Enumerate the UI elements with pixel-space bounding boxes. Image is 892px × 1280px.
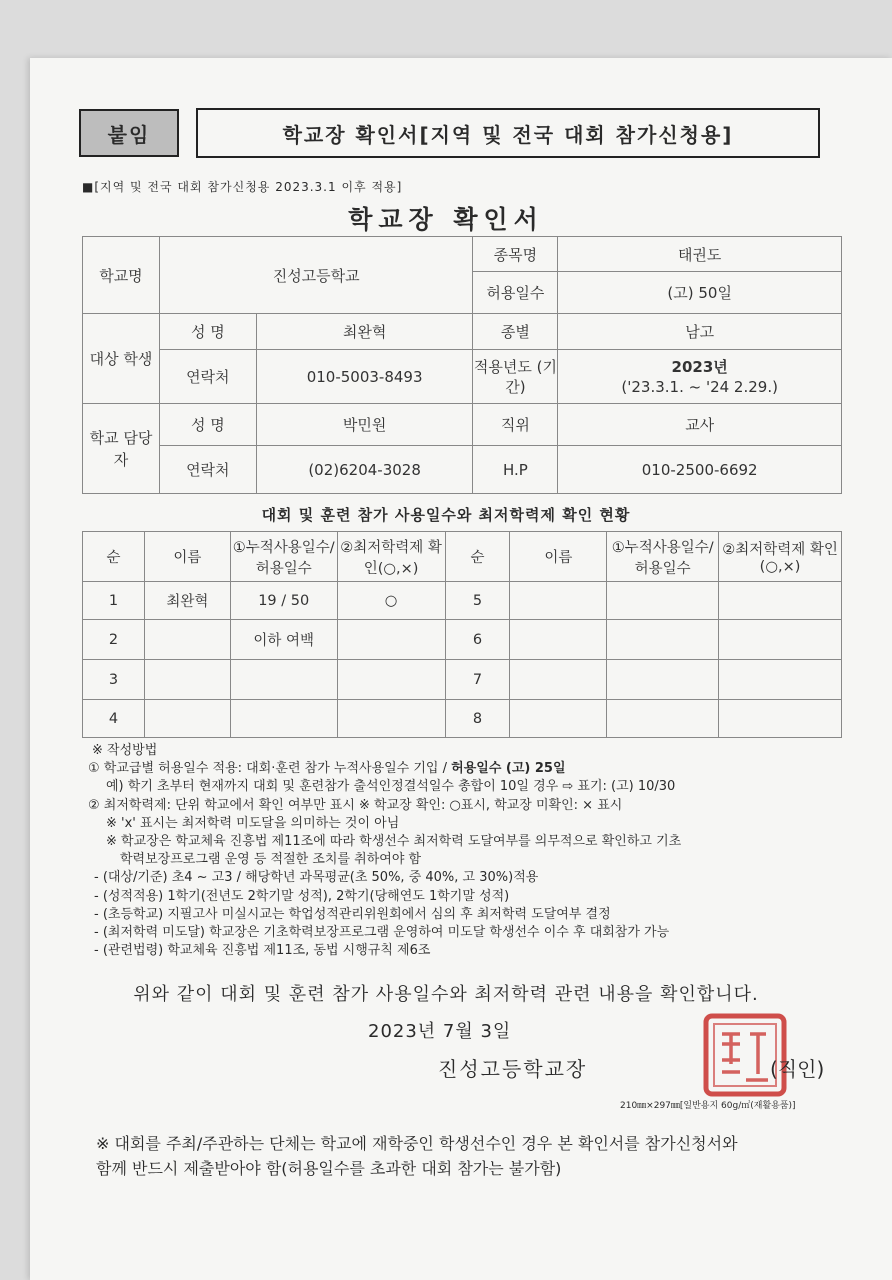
row-acad-2 [719,620,842,660]
row-acad [337,700,445,738]
header-name-2: 이름 [510,532,607,582]
row-no-2: 7 [445,660,510,700]
header-acad: ②최저학력제 확인(○,×) [337,532,445,582]
row-no: 2 [83,620,145,660]
note-line: ※ 'x' 표시는 최저학력 미도달을 의미하는 것이 아님 [106,815,400,831]
row-name [144,620,230,660]
row-acad [337,620,445,660]
school-label: 학교명 [83,237,160,314]
page-title: 학교장 확인서 [348,205,544,234]
manager-contact-label: 연락처 [159,446,256,494]
row-name-2 [510,700,607,738]
row-acad [337,660,445,700]
note-line: 예) 학기 초부터 현재까지 대회 및 훈련참가 출석인정결석일수 총합이 10일 경우 ⇨ 표기: (고) 10/30 [106,779,676,795]
hp-value: 010-2500-6692 [558,446,842,494]
year-cell [558,350,842,404]
days-value: (고) 50일 [558,272,842,314]
note-text: ① 학교급별 허용일수 적용: 대회·훈련 참가 누적사용일수 기입 / [88,761,452,777]
status-table [82,531,842,738]
footer-note [96,1131,738,1181]
table-row [83,700,842,738]
row-no-2: 6 [445,620,510,660]
note-line [88,760,681,778]
header-days-2: ①누적사용일수/허용일수 [607,532,719,582]
school-value: 진성고등학교 [159,237,473,314]
note-emphasis: 허용일수 (고) 25일 [451,761,566,777]
row-no: 3 [83,660,145,700]
footer-line: ※ 대회를 주최/주관하는 단체는 학교에 재학중인 학생선수인 경우 본 확인서를 참가신청서와 [96,1134,738,1153]
manager-label: 학교 담당자 [83,404,160,494]
student-contact: 010-5003-8493 [256,350,473,404]
position-value: 교사 [558,404,842,446]
row-no-2: 8 [445,700,510,738]
note-heading: ※ 작성방법 [92,743,158,758]
note-line: ※ 학교장은 학교체육 진흥법 제11조에 따라 학생선수 최저학력 도달여부를 의무적으로 확인하고 기초 [106,834,682,850]
hp-label: H.P [473,446,558,494]
table-row [83,620,842,660]
student-label: 대상 학생 [83,314,160,404]
sport-label: 종목명 [473,237,558,272]
row-name [144,700,230,738]
row-days-2 [607,620,719,660]
gender-value: 남고 [558,314,842,350]
header-acad-2: ②최저학력제 확인(○,×) [719,532,842,582]
info-table [82,236,842,494]
header-name: 이름 [144,532,230,582]
row-acad-2 [719,700,842,738]
row-days: 이하 여백 [230,620,337,660]
sport-value: 태권도 [558,237,842,272]
row-acad-2 [719,582,842,620]
header-no: 순 [83,532,145,582]
row-days-2 [607,660,719,700]
note-line: - (초등학교) 지필고사 미실시교는 학업성적관리위원회에서 심의 후 최저학력 도달여부 결정 [94,906,611,922]
row-name-2 [510,660,607,700]
table-row [83,582,842,620]
paper-spec: 210㎜×297㎜[일반용지 60g/㎡(재활용품)] [620,1101,796,1111]
manager-name: 박민원 [256,404,473,446]
row-name: 최완혁 [144,582,230,620]
confirmation-statement: 위와 같이 대회 및 훈련 참가 사용일수와 최저학력 관련 내용을 확인합니다. [133,984,759,1005]
year-label: 적용년도 (기간) [473,350,558,404]
row-days [230,660,337,700]
note-line: - (대상/기준) 초4 ~ 고3 / 해당학년 과목평균(초 50%, 중 40%, 고 30%)적용 [94,870,539,886]
row-name-2 [510,620,607,660]
row-name-2 [510,582,607,620]
position-label: 직위 [473,404,558,446]
document-heading: 학교장 확인서[지역 및 전국 대회 참가신청용] [196,108,820,158]
year-period: ('23.3.1. ~ '24 2.29.) [621,377,778,396]
note-line: 학력보장프로그램 운영 등 적절한 조치를 취하여야 함 [120,852,422,868]
header-days: ①누적사용일수/허용일수 [230,532,337,582]
note-line: ② 최저학력제: 단위 학교에서 확인 여부만 표시 ※ 학교장 확인: ○표시, 학교장 미확인: × 표시 [88,797,623,813]
row-no-2: 5 [445,582,510,620]
note-line: - (최저학력 미도달) 학교장은 기초학력보장프로그램 운영하여 미도달 학생선수 이수 후 대회참가 가능 [94,925,670,941]
student-name-label: 성 명 [159,314,256,350]
table-row [83,660,842,700]
attachment-tag: 붙임 [79,109,179,157]
row-no: 4 [83,700,145,738]
application-note: ■[지역 및 전국 대회 참가신청용 2023.3.1 이후 적용] [82,180,403,194]
status-section-title: 대회 및 훈련 참가 사용일수와 최저학력제 확인 현황 [261,506,631,524]
row-days-2 [607,582,719,620]
manager-contact: (02)6204-3028 [256,446,473,494]
issue-date: 2023년 7월 3일 [368,1021,512,1042]
footer-line: 함께 반드시 제출받아야 함(허용일수를 초과한 대회 참가는 불가함) [96,1159,562,1178]
row-days-2 [607,700,719,738]
manager-name-label: 성 명 [159,404,256,446]
student-contact-label: 연락처 [159,350,256,404]
row-acad: ○ [337,582,445,620]
row-days [230,700,337,738]
student-name: 최완혁 [256,314,473,350]
header-no-2: 순 [445,532,510,582]
note-line: - (성적적용) 1학기(전년도 2학기말 성적), 2학기(당해연도 1학기말 성적) [94,888,510,904]
row-days: 19 / 50 [230,582,337,620]
gender-label: 종별 [473,314,558,350]
row-name [144,660,230,700]
year-value: 2023년 [671,357,728,376]
seal-label: (직인) [770,1057,825,1081]
instructions [88,742,681,960]
days-label: 허용일수 [473,272,558,314]
row-acad-2 [719,660,842,700]
note-line: - (관련법령) 학교체육 진흥법 제11조, 동법 시행규칙 제6조 [94,943,431,959]
signer-name: 진성고등학교장 [438,1057,588,1081]
row-no: 1 [83,582,145,620]
